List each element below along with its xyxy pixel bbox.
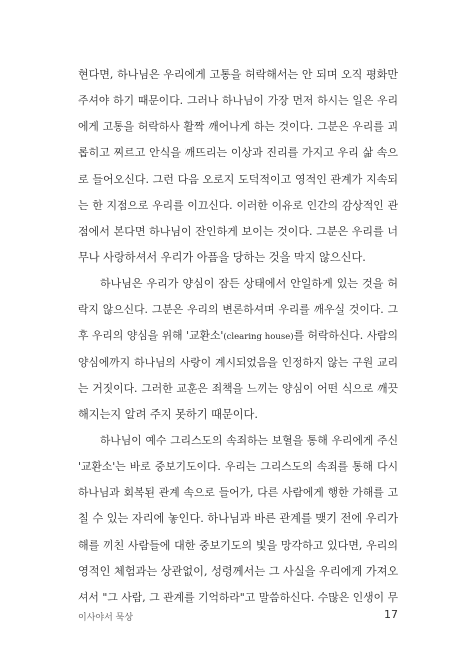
- text-line: 하나님이 예수 그리스도의 속죄하는 보혈을 통해 우리에게 주신: [100, 433, 398, 447]
- text-line: 양심에까지 하나님의 사랑이 계시되었음을 인정하지 않는 구원 교리: [78, 355, 398, 369]
- text-line: 해지는지 알려 주지 못하기 때문이다.: [78, 407, 258, 421]
- text-fragment: 후 우리의 양심을 위해 '교환소': [78, 329, 224, 343]
- text-line: 는 거짓이다. 그러한 교훈은 죄책을 느끼는 양심이 어떤 식으로 깨끗: [78, 381, 398, 395]
- page-footer: [78, 610, 398, 626]
- text-line: 하나님은 우리가 양심이 잠든 상태에서 안일하게 있는 것을 허: [100, 277, 398, 291]
- text-line: 셔서 "그 사람, 그 관계를 기억하라"고 말씀하신다. 수많은 인생이 무: [78, 590, 398, 604]
- running-title: 이사야서 묵상: [78, 613, 134, 623]
- text-line: 무나 사랑하셔서 우리가 아픔을 당하는 것을 막지 않으신다.: [78, 250, 366, 264]
- text-fragment: 를 허락하신다. 사람의: [293, 329, 398, 343]
- text-line: 하나님과 회복된 관계 속으로 들어가, 다른 사람에게 행한 가해를 고: [78, 486, 398, 500]
- text-line: 락지 않으신다. 그분은 우리의 변론하셔며 우리를 깨우실 것이다. 그: [78, 303, 398, 317]
- text-line: 는 한 지점으로 우리를 이끄신다. 이러한 이유로 인간의 감상적인 관: [78, 198, 398, 212]
- text-line: 주셔야 하기 때문이다. 그러나 하나님이 가장 먼저 하시는 일은 우리: [78, 94, 398, 108]
- english-gloss: (clearing house): [223, 332, 294, 343]
- text-line: 롭히고 찌르고 안식을 깨뜨리는 이상과 진리를 가지고 우리 삶 속으: [78, 146, 398, 160]
- text-line-with-note: [78, 323, 398, 349]
- page-number: 17: [384, 608, 398, 621]
- body-text: [78, 62, 398, 611]
- text-line: 에게 고통을 허락하사 활짝 깨어나게 하는 것이다. 그분은 우리를 괴: [78, 120, 398, 134]
- text-line: 영적인 체험과는 상관없이, 성령께서는 그 사실을 우리에게 가져오: [78, 564, 399, 578]
- text-line: 로 들어오신다. 그런 다음 오로지 도덕적이고 영적인 관계가 지속되: [78, 172, 398, 186]
- text-line: 점에서 본다면 하나님이 잔인하게 보이는 것이다. 그분은 우리를 너: [78, 224, 398, 238]
- text-line: 해를 끼친 사람들에 대한 중보기도의 빛을 망각하고 있다면, 우리의: [78, 538, 398, 552]
- text-line: 현다면, 하나님은 우리에게 고통을 허락해서는 안 되며 오직 평화만: [78, 68, 398, 81]
- text-line: 칠 수 있는 자리에 놓인다. 하나님과 바른 관계를 맺기 전에 우리가: [78, 512, 399, 526]
- text-line: '교환소'는 바로 중보기도이다. 우리는 그리스도의 속죄를 통해 다시: [78, 460, 398, 474]
